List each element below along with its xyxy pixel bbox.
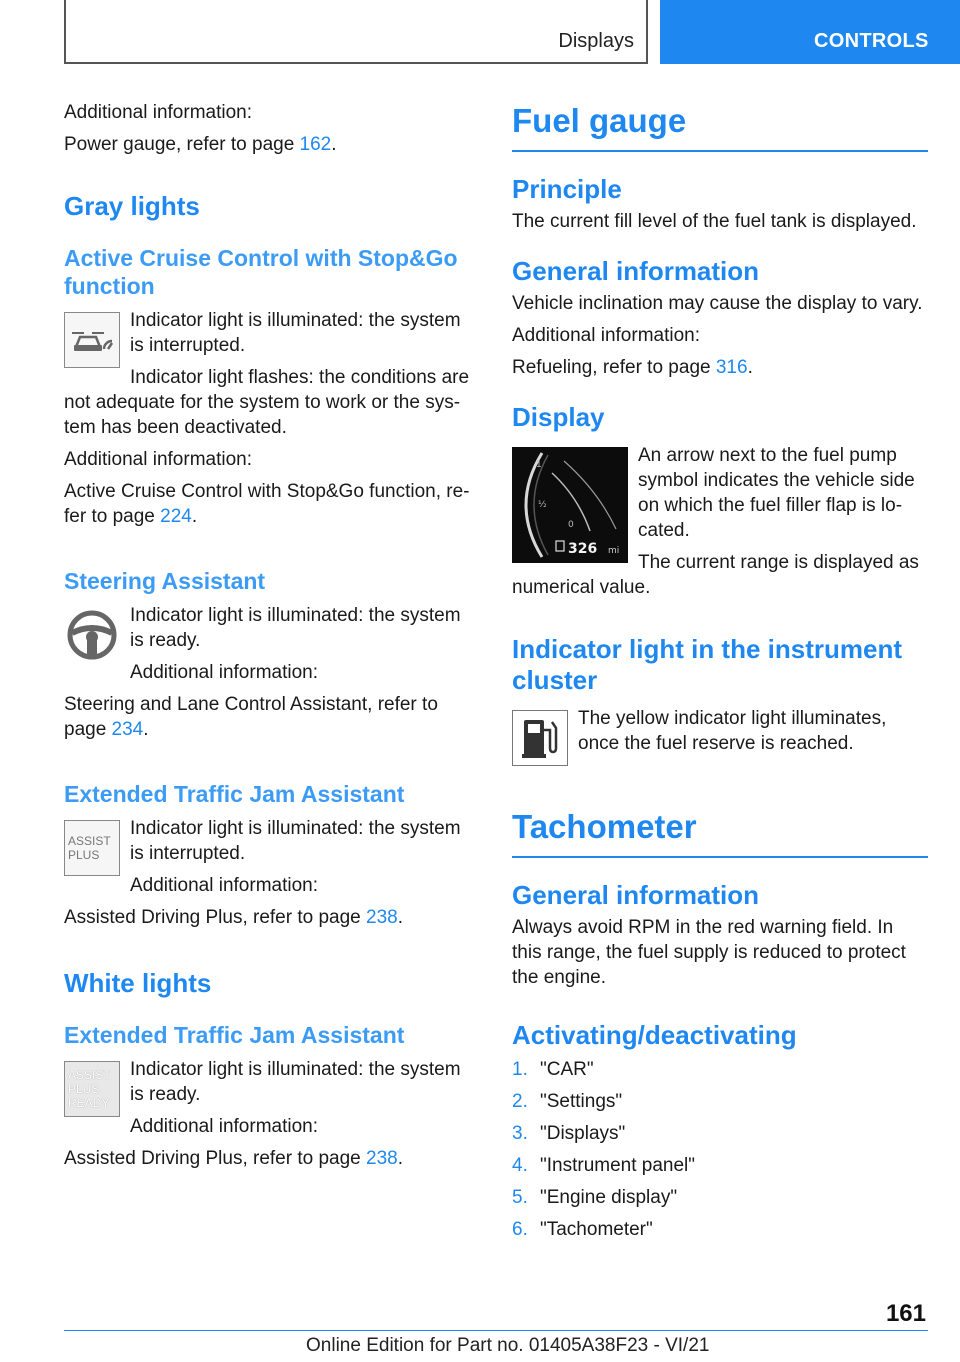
heading-tach-general: General information <box>512 880 760 910</box>
page-link-316[interactable]: 316 <box>715 357 748 378</box>
list-item <box>512 1217 928 1242</box>
steer-ref: Steering and Lane Control Assistant, refer to page 234. <box>64 694 438 740</box>
heading-fuel-gauge: Fuel gauge <box>512 102 928 152</box>
footer-divider <box>64 1330 928 1331</box>
acc-ref: Active Cruise Control with Stop&Go function, re-fer to page 224. <box>64 481 470 527</box>
general-ref-text: Refueling, refer to page <box>512 357 716 378</box>
assist-plus-ready-icon-line3: READY <box>68 1096 110 1110</box>
footer-edition: Online Edition for Part no. 01405A38F23 - VI/21 <box>306 1335 710 1356</box>
etja-additional: Additional information: <box>130 875 318 896</box>
heading-gray-lights: Gray lights <box>64 191 200 221</box>
steer-additional: Additional information: <box>130 662 318 683</box>
activation-steps-list <box>512 1057 928 1242</box>
step-number: 4. <box>512 1155 528 1176</box>
heading-principle: Principle <box>512 174 622 204</box>
page-link-238[interactable]: 238 <box>366 907 398 928</box>
heading-display: Display <box>512 402 605 432</box>
list-item <box>512 1185 928 1210</box>
step-text: "Displays" <box>540 1123 626 1144</box>
gauge-range-unit: mi <box>608 546 620 556</box>
heading-white-lights: White lights <box>64 968 212 998</box>
display-p2: The current range is displayed as numerical value. <box>512 552 919 598</box>
acc-p1: Indicator light is illuminated: the system is interrupted. <box>130 310 461 356</box>
right-column <box>512 102 928 1249</box>
assist-plus-ready-icon <box>64 1061 120 1117</box>
header-section-title: Displays <box>558 30 634 52</box>
header-chapter-tab <box>660 0 960 64</box>
page-link-224[interactable]: 224 <box>160 506 192 527</box>
gauge-range-value: 326 <box>568 541 598 557</box>
list-item <box>512 1153 928 1178</box>
step-number: 1. <box>512 1059 528 1080</box>
assist-plus-icon-line1: ASSIST <box>68 834 111 848</box>
step-text: "Instrument panel" <box>540 1155 696 1176</box>
general-text: Vehicle inclination may cause the display to vary. <box>512 293 923 314</box>
list-item <box>512 1089 928 1114</box>
acc-ref-text: Active Cruise Control with Stop&Go function, re-fer to page <box>64 481 470 527</box>
header-section-tab <box>64 0 648 64</box>
assist-plus-icon-line2: PLUS <box>68 848 100 862</box>
step-text: "Engine display" <box>540 1187 678 1208</box>
step-text: "CAR" <box>540 1059 594 1080</box>
general-additional: Additional information: <box>512 325 700 346</box>
list-item <box>512 1057 928 1082</box>
step-number: 6. <box>512 1219 528 1240</box>
heading-indicator-light: Indicator light in the instrument cluster <box>512 634 902 695</box>
gauge-label-half: ½ <box>538 500 547 510</box>
acc-p2: Indicator light flashes: the conditions are not adequate for the system to work or the sys-tem has been deactivated. <box>64 367 470 438</box>
heading-tachometer: Tachometer <box>512 808 928 858</box>
heading-extended-traffic-jam-white: Extended Traffic Jam Assistant <box>64 1022 405 1048</box>
fuel-pump-icon <box>512 710 568 766</box>
heading-activating: Activating/deactivating <box>512 1020 797 1050</box>
intro-power-ref: Power gauge, refer to page 162. <box>64 134 337 155</box>
general-ref: Refueling, refer to page 316. <box>512 357 753 378</box>
step-text: "Settings" <box>540 1091 623 1112</box>
intro-power-text: Power gauge, refer to page <box>64 134 300 155</box>
tach-general-text: Always avoid RPM in the red warning field. In this range, the fuel supply is reduced to protect the engine. <box>512 917 906 988</box>
fuel-pump-mini-icon <box>556 541 564 551</box>
assist-plus-ready-icon-line2: PLUS <box>68 1082 100 1096</box>
principle-text: The current fill level of the fuel tank is displayed. <box>512 211 917 232</box>
etja-ref-text: Assisted Driving Plus, refer to page <box>64 907 367 928</box>
heading-acc: Active Cruise Control with Stop&Go function <box>64 245 458 299</box>
acc-indicator-icon <box>64 312 120 368</box>
step-text: "Tachometer" <box>540 1219 653 1240</box>
assist-plus-ready-icon-line1: ASSIST <box>68 1068 111 1082</box>
heading-general-information: General information <box>512 256 760 286</box>
steer-p1: Indicator light is illuminated: the system is ready. <box>130 605 461 651</box>
wetja-ref: Assisted Driving Plus, refer to page 238. <box>64 1148 404 1169</box>
acc-additional: Additional information: <box>64 449 252 470</box>
heading-extended-traffic-jam-gray: Extended Traffic Jam Assistant <box>64 781 405 807</box>
page-link-162[interactable]: 162 <box>299 134 332 155</box>
page-link-238-white[interactable]: 238 <box>366 1148 398 1169</box>
left-column <box>64 100 476 1171</box>
etja-ref: Assisted Driving Plus, refer to page 238. <box>64 907 404 928</box>
wetja-additional: Additional information: <box>130 1116 318 1137</box>
intro-additional: Additional information: <box>64 102 252 123</box>
step-number: 5. <box>512 1187 528 1208</box>
gauge-label-empty: 0 <box>568 520 574 530</box>
fuel-gauge-display-image <box>512 447 628 563</box>
wetja-ref-text: Assisted Driving Plus, refer to page <box>64 1148 367 1169</box>
steer-ref-text: Steering and Lane Control Assistant, refer to page <box>64 694 438 740</box>
heading-steering-assistant: Steering Assistant <box>64 568 266 594</box>
list-item <box>512 1121 928 1146</box>
steering-wheel-icon <box>64 607 120 663</box>
page-link-234[interactable]: 234 <box>111 719 144 740</box>
indicator-text: The yellow indicator light illuminates, once the fuel reserve is reached. <box>578 708 887 754</box>
step-number: 3. <box>512 1123 528 1144</box>
display-p1: An arrow next to the fuel pump symbol indicates the vehicle side on which the fuel filler flap is lo-cated. <box>638 445 915 541</box>
header-chapter-title: CONTROLS <box>814 30 929 52</box>
gauge-label-full: 1 <box>536 460 542 470</box>
wetja-p1: Indicator light is illuminated: the system is ready. <box>130 1059 461 1105</box>
assist-plus-icon <box>64 820 120 876</box>
page-number: 161 <box>885 1300 926 1327</box>
etja-p1: Indicator light is illuminated: the system is interrupted. <box>130 818 461 864</box>
step-number: 2. <box>512 1091 528 1112</box>
